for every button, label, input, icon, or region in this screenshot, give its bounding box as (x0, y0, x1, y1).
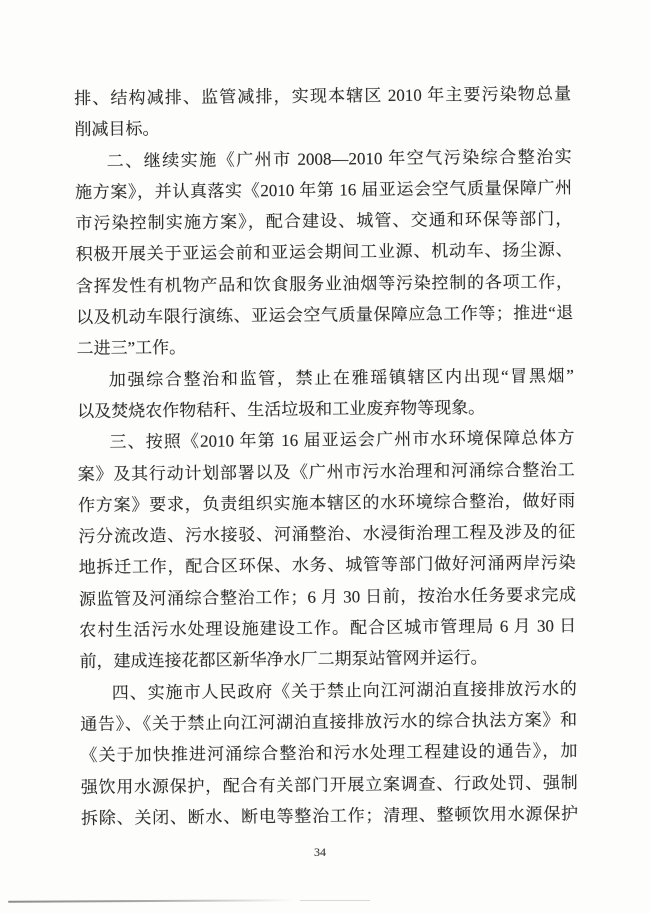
text-line: 农村生活污水处理设施建设工作。配合区城市管理局 6 月 30 日 (79, 616, 577, 641)
text-line: 以及机动车限行演练、亚运会空气质量保障应急工作等；推进“退 (76, 303, 574, 328)
text-line: 通告》、《关于禁止向江河湖泊直接排放污水的综合执法方案》和 (80, 710, 578, 734)
text-line: 强饮用水源保护，配合有关部门开展立案调查、行政处罚、强制 (80, 772, 578, 797)
scan-shadow-streak (8, 899, 294, 902)
text-line: 作方案》要求，负责组织实施本辖区的水环境综合整治，做好雨 (77, 491, 576, 515)
text-line: 三、按照《2010 年第 16 届亚运会广州市水环境保障总体方 (109, 428, 575, 452)
text-line: 二、继续实施《广州市 2008—2010 年空气污染综合整治实 (106, 146, 572, 171)
scan-shadow-streak-faint (300, 900, 370, 901)
text-line: 案》及其行动计划部署以及《广州市污水治理和河涌综合整治工 (77, 459, 575, 484)
text-line: 市污染控制实施方案》，配合建设、城管、交通和环保等部门， (75, 209, 573, 234)
text-line: 加强综合整治和监管，禁止在雅瑶镇辖区内出现“冒黑烟” (108, 365, 574, 390)
text-line: 含挥发性有机物产品和饮食服务业油烟等污染控制的各项工作， (75, 272, 574, 296)
text-line: 削减目标。 (74, 119, 160, 140)
text-line: 二进三”工作。 (76, 338, 187, 359)
text-line: 四、实施市人民政府《关于禁止向江河湖泊直接排放污水的 (111, 678, 577, 703)
page-number: 34 (314, 845, 326, 859)
text-line: 排、结构减排、监管减排，实现本辖区 2010 年主要污染物总量 (74, 84, 572, 108)
text-line: 积极开展关于亚运会前和亚运会期间工业源、机动车、扬尘源、 (75, 240, 573, 265)
text-line: 拆除、关闭、断水、断电等整治工作；清理、整顿饮用水源保护 (80, 804, 579, 828)
document-body (74, 78, 578, 834)
text-line: 《关于加快推进河涌综合整治和污水处理工程建设的通告》，加 (80, 741, 578, 766)
text-line: 污分流改造、污水接驳、河涌整治、水浸街治理工程及涉及的征 (78, 522, 576, 547)
text-line: 以及焚烧农作物秸秆、生活垃圾和工业废弃物等现象。 (77, 398, 486, 421)
text-line: 前，建成连接花都区新华净水厂二期泵站管网并运行。 (79, 648, 488, 672)
text-line: 源监管及河涌综合整治工作；6 月 30 日前，按治水任务要求完成 (78, 584, 577, 609)
text-line: 地拆迁工作，配合区环保、水务、城管等部门做好河涌两岸污染 (78, 553, 576, 578)
text-line: 施方案》，并认真落实《2010 年第 16 届亚运会空气质量保障广州 (74, 178, 573, 202)
